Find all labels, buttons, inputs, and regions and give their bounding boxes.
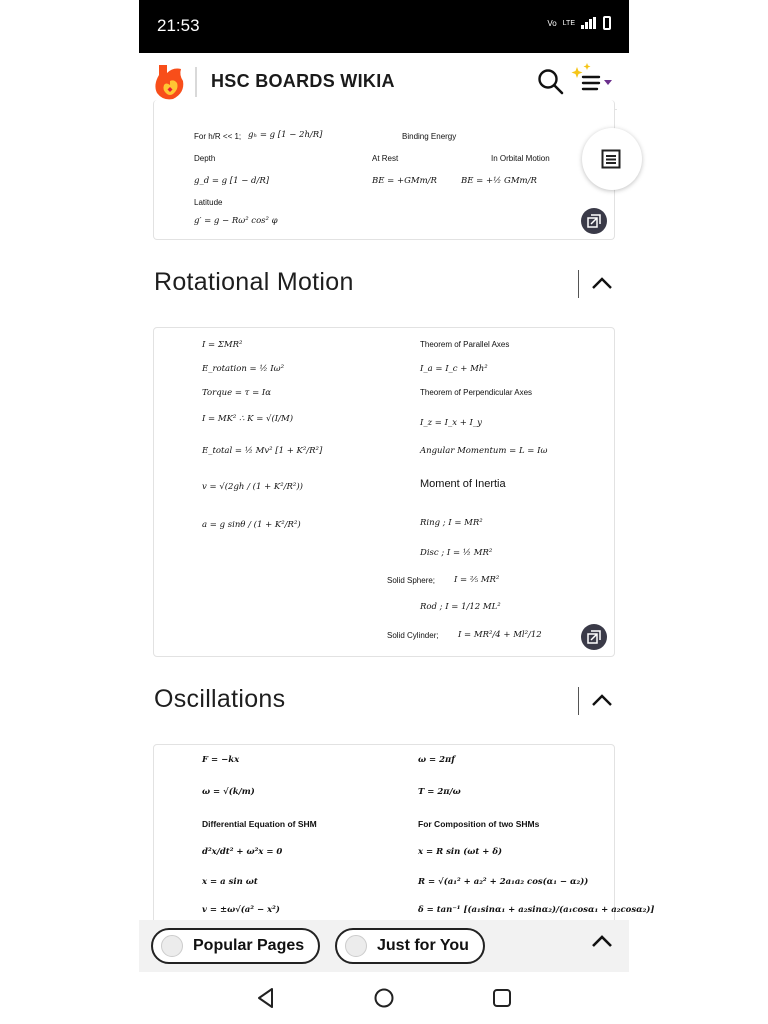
chevron-up-icon[interactable] xyxy=(591,276,613,290)
menu-icon[interactable] xyxy=(567,63,619,99)
volte-icon: Vo xyxy=(547,18,557,28)
formula: I_z = I_x + I_y xyxy=(420,418,482,428)
formula-label: Latitude xyxy=(194,198,223,207)
site-title[interactable]: HSC BOARDS WIKIA xyxy=(211,71,395,91)
chevron-up-icon[interactable] xyxy=(591,934,613,948)
popular-pages-button[interactable] xyxy=(151,928,320,964)
formula: Ring ; I = MR² xyxy=(420,518,483,528)
formula-heading: Differential Equation of SHM xyxy=(202,819,317,829)
formula: I = MR²/4 + Ml²/12 xyxy=(458,630,542,640)
home-icon[interactable] xyxy=(373,987,395,1009)
formula: v = ±ω√(a² − x²) xyxy=(202,905,280,915)
formula-label: At Rest xyxy=(372,154,399,163)
formula: gₕ = g [1 − 2h/R] xyxy=(248,130,323,140)
just-for-you-label: Just for You xyxy=(377,937,469,954)
battery-icon xyxy=(603,16,611,30)
formula-image-gravitation xyxy=(153,100,615,240)
formula: Disc ; I = ½ MR² xyxy=(420,548,493,558)
formula: E_total = ½ Mv² [1 + K²/R²] xyxy=(202,446,323,456)
formula: I = MK² ∴ K = √(I/M) xyxy=(202,414,294,424)
section-title-oscillations: Oscillations xyxy=(154,685,286,713)
formula: BE = +GMm/R xyxy=(372,176,437,186)
formula: I_a = I_c + Mh² xyxy=(420,364,488,374)
formula: a = g sinθ / (1 + K²/R²) xyxy=(202,520,301,530)
header-divider xyxy=(195,67,197,97)
formula: ω = √(k/m) xyxy=(202,787,255,797)
formula: v = √(2gh / (1 + K²/R²)) xyxy=(202,482,303,492)
formula-heading: For Composition of two SHMs xyxy=(418,819,540,829)
formula-image-rotational xyxy=(153,327,615,657)
formula: ω = 2πf xyxy=(418,755,455,765)
formula: I = ΣMR² xyxy=(202,340,243,350)
section-divider xyxy=(578,687,579,715)
formula-label: Solid Sphere; xyxy=(387,576,436,585)
list-icon xyxy=(601,149,621,169)
formula: δ = tan⁻¹ [(a₁sinα₁ + a₂sinα₂)/(a₁cosα₁ + a₂cosα₂)] xyxy=(418,905,655,915)
phone-screen xyxy=(139,0,655,1024)
formula-label: Theorem of Perpendicular Axes xyxy=(420,388,533,397)
expand-image-button[interactable] xyxy=(581,624,607,650)
formula: Torque = τ = Iα xyxy=(202,388,271,398)
formula: R = √(a₁² + a₂² + 2a₁a₂ cos(α₁ − α₂)) xyxy=(418,877,589,887)
status-bar xyxy=(139,0,629,53)
fandom-logo-icon[interactable] xyxy=(153,63,187,101)
formula: BE = +½ GMm/R xyxy=(461,176,537,186)
formula-label: Depth xyxy=(194,154,216,163)
recents-icon[interactable] xyxy=(491,987,513,1009)
network-type: LTE xyxy=(562,19,575,27)
formula-label: Theorem of Parallel Axes xyxy=(420,340,510,349)
chevron-up-icon[interactable] xyxy=(591,693,613,707)
formula: F = −kx xyxy=(202,755,240,765)
table-of-contents-button[interactable] xyxy=(582,128,642,190)
formula-label: In Orbital Motion xyxy=(491,154,550,163)
formula-label: Binding Energy xyxy=(402,132,457,141)
signal-icon xyxy=(581,17,597,29)
system-nav-bar xyxy=(139,972,629,1024)
formula: Rod ; I = 1/12 ML² xyxy=(420,602,501,612)
formula-label: Solid Cylinder; xyxy=(387,631,439,640)
status-time: 21:53 xyxy=(157,16,200,35)
popular-pages-thumbnail xyxy=(161,935,183,957)
expand-image-button[interactable] xyxy=(581,208,607,234)
formula-label: For h/R << 1; xyxy=(194,132,242,141)
section-title-rotational: Rotational Motion xyxy=(154,268,354,296)
formula-heading: Moment of Inertia xyxy=(420,478,506,490)
just-for-you-button[interactable] xyxy=(335,928,485,964)
popular-pages-label: Popular Pages xyxy=(193,937,305,954)
status-icons xyxy=(547,16,611,30)
formula: g_d = g [1 − d/R] xyxy=(194,176,270,186)
formula: g′ = g − Rω² cos² φ xyxy=(194,216,278,226)
formula: T = 2π/ω xyxy=(418,787,461,797)
just-for-you-thumbnail xyxy=(345,935,367,957)
formula: Angular Momentum = L = Iω xyxy=(420,446,548,456)
section-divider xyxy=(578,270,579,298)
expand-icon xyxy=(587,630,601,644)
recommendations-bar xyxy=(139,920,629,972)
formula: d²x/dt² + ω²x = 0 xyxy=(202,847,283,857)
formula: I = ⅖ MR² xyxy=(454,575,500,585)
expand-icon xyxy=(587,214,601,228)
search-icon[interactable] xyxy=(537,68,565,96)
formula: x = R sin (ωt + δ) xyxy=(418,847,503,857)
formula: E_rotation = ½ Iω² xyxy=(202,364,285,374)
formula: x = a sin ωt xyxy=(202,877,258,887)
back-icon[interactable] xyxy=(255,987,277,1009)
